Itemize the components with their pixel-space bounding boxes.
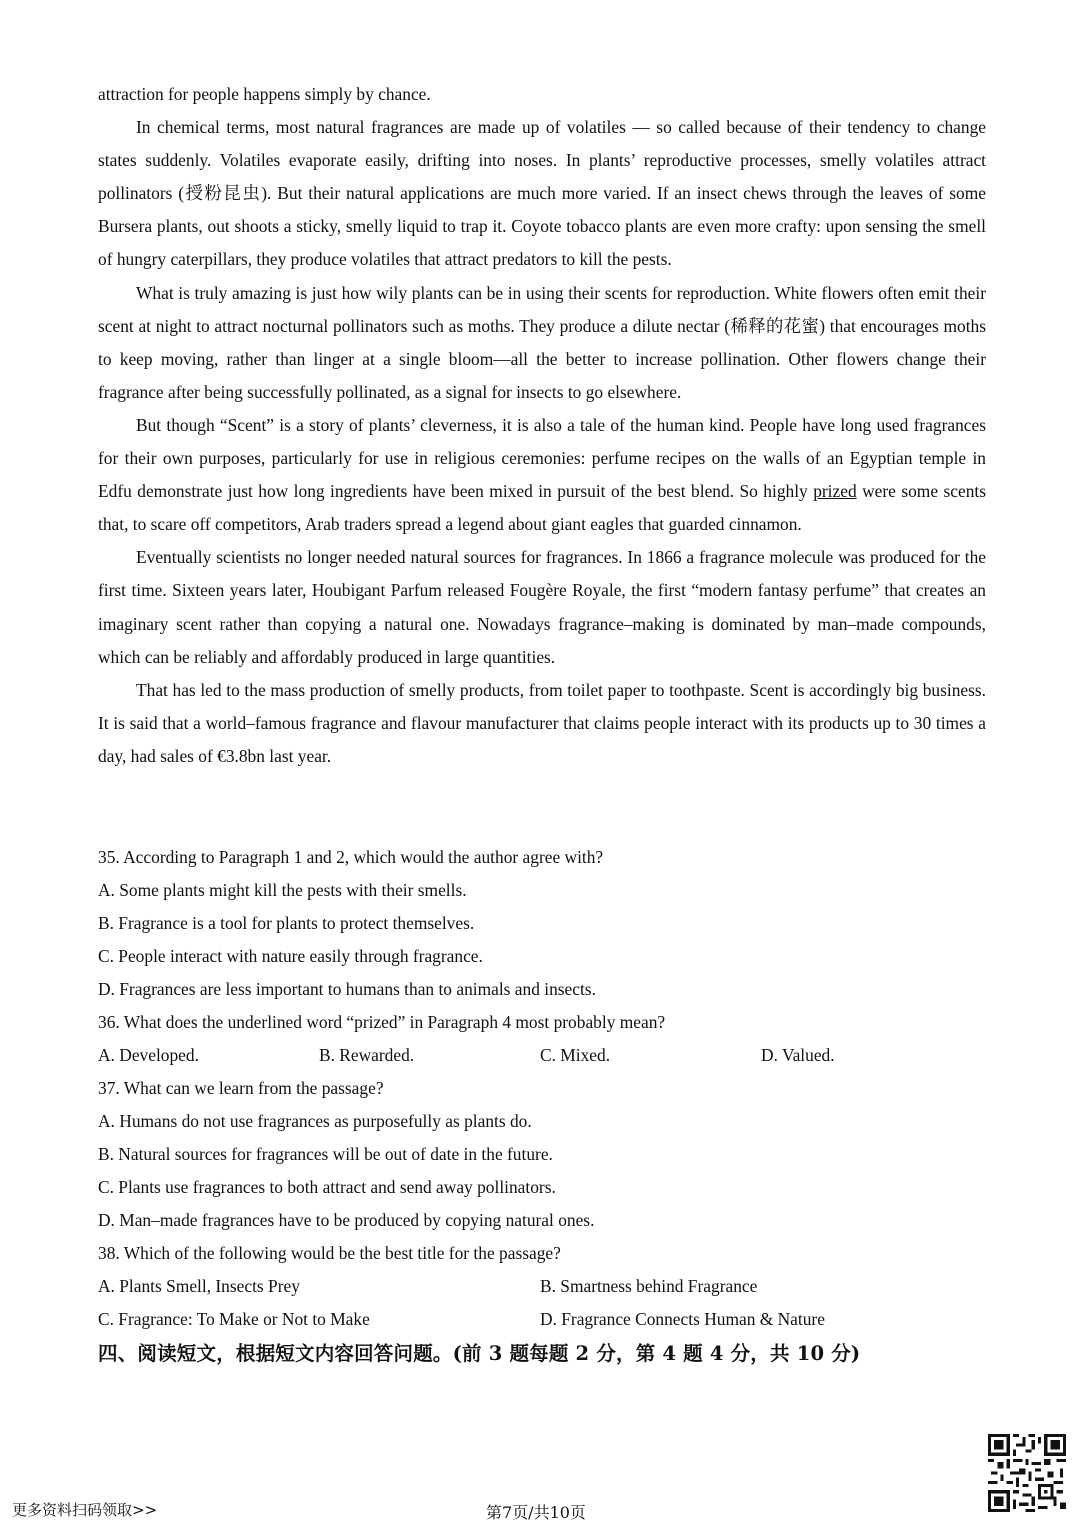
question-35-option-a: A. Some plants might kill the pests with their smells.	[98, 880, 467, 900]
question-38-options-row-1	[98, 1270, 986, 1303]
section-four-heading: 四、阅读短文，根据短文内容回答问题。(前 3 题每题 2 分，第 4 题 4 分，共 10 分)	[98, 1342, 861, 1365]
question-35-option-c: C. People interact with nature easily through fragrance.	[98, 946, 483, 966]
question-38-option-b: B. Smartness behind Fragrance	[540, 1276, 758, 1296]
paragraph-1: attraction for people happens simply by chance.	[98, 84, 431, 104]
question-37-option-c: C. Plants use fragrances to both attract and send away pollinators.	[98, 1177, 556, 1197]
paragraph-4-text-before: But though “Scent” is a story of plants’ cleverness, it is also a tale of the human kind. People have long used fragrances for their own purposes, particularly for use in religious ceremonies: perfume recipes on the walls of an Egyptian temple in Edfu demonstrate just how long ingredients have been mixed in pursuit of the best blend. So highly	[98, 414, 986, 502]
question-38-option-d: D. Fragrance Connects Human & Nature	[540, 1309, 825, 1329]
question-36-stem: 36. What does the underlined word “prized” in Paragraph 4 most probably mean?	[98, 1012, 666, 1032]
question-36-option-a: A. Developed.	[98, 1045, 199, 1065]
paragraph-5: Eventually scientists no longer needed natural sources for fragrances. In 1866 a fragrance molecule was produced for the first time. Sixteen years later, Houbigant Parfum released Fougère Royale, the first “modern fantasy perfume” that creates an imaginary scent rather than copying a natural one. Nowadays fragrance–making is dominated by man–made compounds, which can be reliably and affordably produced in large quantities.	[98, 547, 986, 667]
question-37-stem: 37. What can we learn from the passage?	[98, 1078, 384, 1098]
question-37-option-b: B. Natural sources for fragrances will be out of date in the future.	[98, 1144, 553, 1164]
question-38-option-a: A. Plants Smell, Insects Prey	[98, 1276, 300, 1296]
question-list	[98, 841, 986, 1336]
reading-passage	[98, 78, 986, 773]
underlined-word-prized: prized	[813, 481, 857, 502]
qr-code-icon[interactable]	[988, 1434, 1066, 1512]
question-35-option-d: D. Fragrances are less important to humans than to animals and insects.	[98, 979, 596, 999]
question-38-stem: 38. Which of the following would be the best title for the passage?	[98, 1243, 561, 1263]
question-36-option-b: B. Rewarded.	[319, 1045, 415, 1065]
paragraph-4	[98, 409, 986, 541]
question-38-option-c: C. Fragrance: To Make or Not to Make	[98, 1309, 370, 1329]
question-35-option-b: B. Fragrance is a tool for plants to protect themselves.	[98, 913, 475, 933]
question-35-stem: 35. According to Paragraph 1 and 2, which would the author agree with?	[98, 847, 604, 867]
paragraph-3: What is truly amazing is just how wily plants can be in using their scents for reproduction. White flowers often emit their scent at night to attract nocturnal pollinators such as moths. They produce a dilute nectar (稀释的花蜜) that encourages moths to keep moving, rather than linger at a single bloom—all the better to increase pollination. Other flowers change their fragrance after being successfully pollinated, as a signal for insects to go elsewhere.	[98, 282, 986, 402]
question-36-option-c: C. Mixed.	[540, 1045, 611, 1065]
question-37-option-a: A. Humans do not use fragrances as purposefully as plants do.	[98, 1111, 532, 1131]
question-38-options-row-2	[98, 1303, 986, 1336]
footer-more-resources-text: 更多资料扫码领取>>	[12, 1501, 158, 1519]
page-number: 第7页/共10页	[486, 1503, 586, 1522]
paragraph-4-text-after: were some scents that, to scare off competitors, Arab traders spread a legend about giant eagles that guarded cinnamon.	[98, 481, 986, 535]
question-36-options	[98, 1039, 986, 1072]
paragraph-6: That has led to the mass production of smelly products, from toilet paper to toothpaste. Scent is accordingly big business. It is said that a world–famous fragrance and flavour manufacturer that claims people interact with its products up to 30 times a day, had sales of €3.8bn last year.	[98, 679, 986, 766]
paragraph-2: In chemical terms, most natural fragrances are made up of volatiles — so called because of their tendency to change states suddenly. Volatiles evaporate easily, drifting into noses. In plants’ reproductive processes, smelly volatiles attract pollinators (授粉昆虫). But their natural applications are much more varied. If an insect chews through the leaves of some Bursera plants, out shoots a sticky, smelly liquid to trap it. Coyote tobacco plants are even more crafty: upon sensing the smell of hungry caterpillars, they produce volatiles that attract predators to kill the pests.	[98, 117, 986, 270]
question-36-option-d: D. Valued.	[761, 1045, 835, 1065]
question-37-option-d: D. Man–made fragrances have to be produced by copying natural ones.	[98, 1210, 595, 1230]
